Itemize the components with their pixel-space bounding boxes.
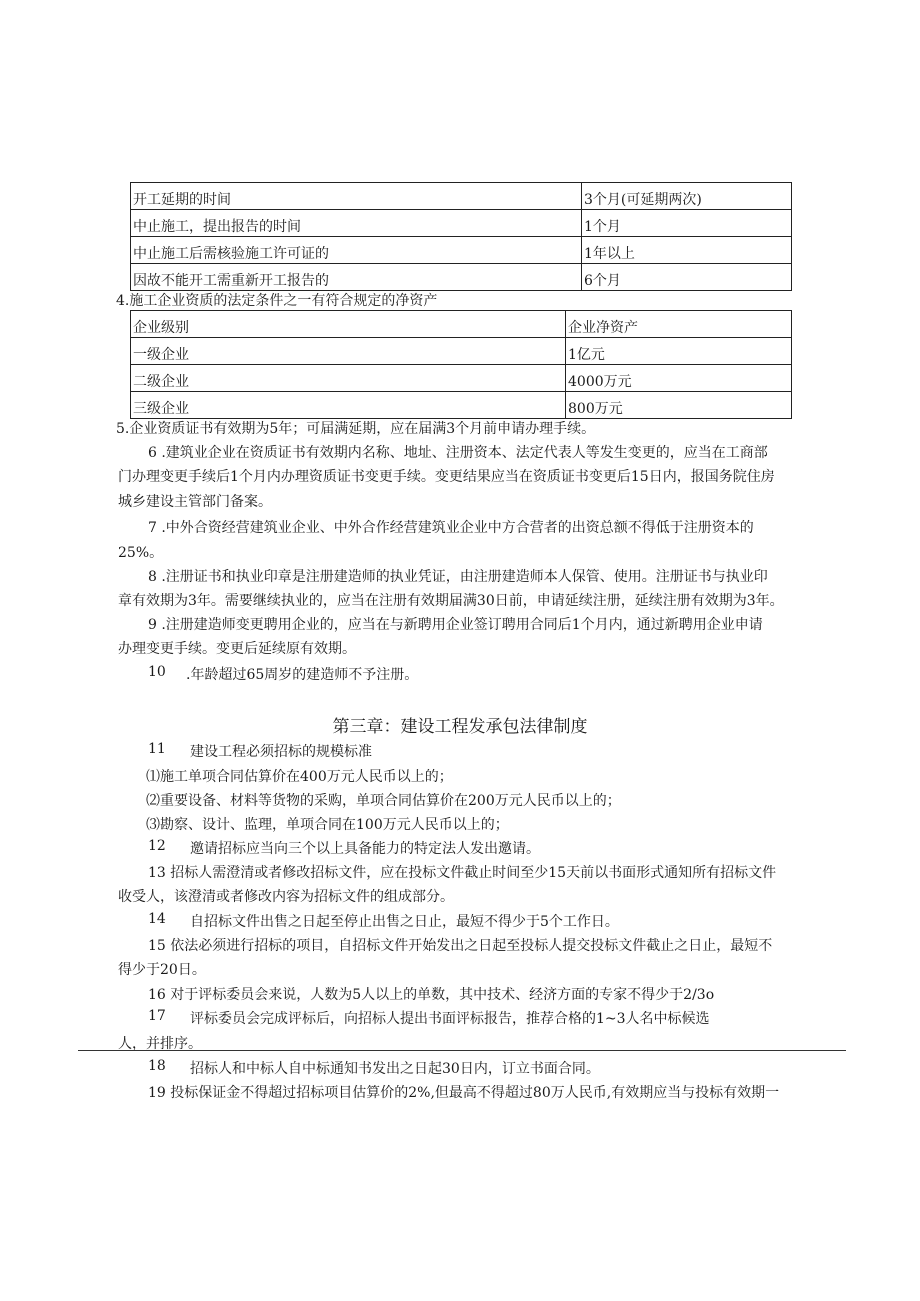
item-6-line-2: 门办理变更手续后1个月内办理资质证书变更手续。变更结果应当在资质证书变更后15日内，报国务院住房: [118, 469, 775, 485]
item-17-line-1: 评标委员会完成评标后，向招标人提出书面评标报告，推荐合格的1~3人名中标候选: [190, 1011, 710, 1027]
table-cell: 3个月(可延期两次): [582, 183, 792, 210]
item-10-number: 10: [148, 664, 166, 680]
table-row: [131, 183, 792, 210]
table-cell: 中止施工后需核验施工许可证的: [131, 237, 582, 264]
item-5: 5.企业资质证书有效期为5年；可届满延期，应在届满3个月前申请办理手续。: [116, 421, 596, 437]
item-15-line-2: 得少于20日。: [118, 962, 206, 978]
table-row: [131, 237, 792, 264]
item-14-text: 自招标文件出售之日起至停止出售之日止，最短不得少于5个工作日。: [190, 914, 619, 930]
item-10-text: .年龄超过65周岁的建造师不予注册。: [186, 667, 419, 683]
item-11-sub-1: ⑴施工单项合同估算价在400万元人民币以上的；: [146, 769, 453, 785]
table-row: [131, 210, 792, 237]
table-cell: 因故不能开工需重新开工报告的: [131, 264, 582, 291]
table-row: [131, 338, 792, 365]
item-13-line-1: 13 招标人需澄清或者修改招标文件，应在投标文件截止时间至少15天前以书面形式通知所有招标文件: [148, 865, 777, 881]
table-row: [131, 392, 792, 419]
item-9-line-1: 9 .注册建造师变更聘用企业的，应当在与新聘用企业签订聘用合同后1个月内，通过新聘用企业申请: [148, 617, 763, 633]
item-13-line-2: 收受人，该澄清或者修改内容为招标文件的组成部分。: [118, 889, 454, 905]
table-cell: 企业净资产: [566, 311, 792, 338]
item-11-sub-2: ⑵重要设备、材料等货物的采购，单项合同估算价在200万元人民币以上的；: [146, 793, 621, 809]
table-cell: 一级企业: [131, 338, 566, 365]
table-row: [131, 365, 792, 392]
item-4-title: 4.施工企业资质的法定条件之一有符合规定的净资产: [116, 293, 438, 309]
item-11-sub-3: ⑶勘察、设计、监理，单项合同在100万元人民币以上的；: [146, 817, 509, 833]
item-12-text: 邀请招标应当向三个以上具备能力的特定法人发出邀请。: [190, 841, 540, 857]
table-cell: 中止施工，提出报告的时间: [131, 210, 582, 237]
item-12-number: 12: [148, 838, 166, 854]
item-18-text: 招标人和中标人自中标通知书发出之日起30日内，订立书面合同。: [190, 1061, 600, 1077]
item-18-number: 18: [148, 1058, 166, 1074]
item-7-line-2: 25%。: [118, 545, 164, 561]
table-cell: 800万元: [566, 392, 792, 419]
item-16: 16 对于评标委员会来说，人数为5人以上的单数，其中技术、经济方面的专家不得少于2/3o: [148, 987, 715, 1003]
table-row: [131, 264, 792, 291]
item-15-line-1: 15 依法必须进行招标的项目，自招标文件开始发出之日起至投标人提交投标文件截止之日止，最短不: [148, 938, 773, 954]
chapter-3-title: 第三章：建设工程发承包法律制度: [332, 717, 588, 737]
item-9-line-2: 办理变更手续。变更后延续原有效期。: [118, 641, 356, 657]
table-cell: 1个月: [582, 210, 792, 237]
item-19: 19 投标保证金不得超过招标项目估算价的2%,但最高不得超过80万人民币,有效期应当与投标有效期一: [148, 1085, 780, 1101]
horizontal-rule: [78, 1050, 846, 1051]
table-cell: 开工延期的时间: [131, 183, 582, 210]
item-8-line-1: 8 .注册证书和执业印章是注册建造师的执业凭证，由注册建造师本人保管、使用。注册证书与执业印: [148, 569, 768, 585]
item-6-line-1: 6 .建筑业企业在资质证书有效期内名称、地址、注册资本、法定代表人等发生变更的，应当在工商部: [148, 445, 768, 461]
item-14-number: 14: [148, 911, 166, 927]
item-8-line-2: 章有效期为3年。需要继续执业的，应当在注册有效期届满30日前，申请延续注册，延续注册有效期为3年。: [118, 593, 784, 609]
table-cell: 6个月: [582, 264, 792, 291]
net-assets-table: [130, 310, 792, 419]
item-11-text: 建设工程必须招标的规模标准: [190, 744, 372, 760]
table-cell: 企业级别: [131, 311, 566, 338]
item-6-line-3: 城乡建设主管部门备案。: [118, 494, 272, 510]
table-cell: 二级企业: [131, 365, 566, 392]
item-7-line-1: 7 .中外合资经营建筑业企业、中外合作经营建筑业企业中方合营者的出资总额不得低于注册资本的: [148, 520, 754, 536]
table-cell: 1年以上: [582, 237, 792, 264]
item-17-line-2: 人，并排序。: [118, 1036, 202, 1052]
table-cell: 三级企业: [131, 392, 566, 419]
extension-periods-table: [130, 182, 792, 291]
table-row: [131, 311, 792, 338]
item-11-number: 11: [148, 741, 166, 757]
table-cell: 1亿元: [566, 338, 792, 365]
table-cell: 4000万元: [566, 365, 792, 392]
item-17-number: 17: [148, 1008, 166, 1024]
